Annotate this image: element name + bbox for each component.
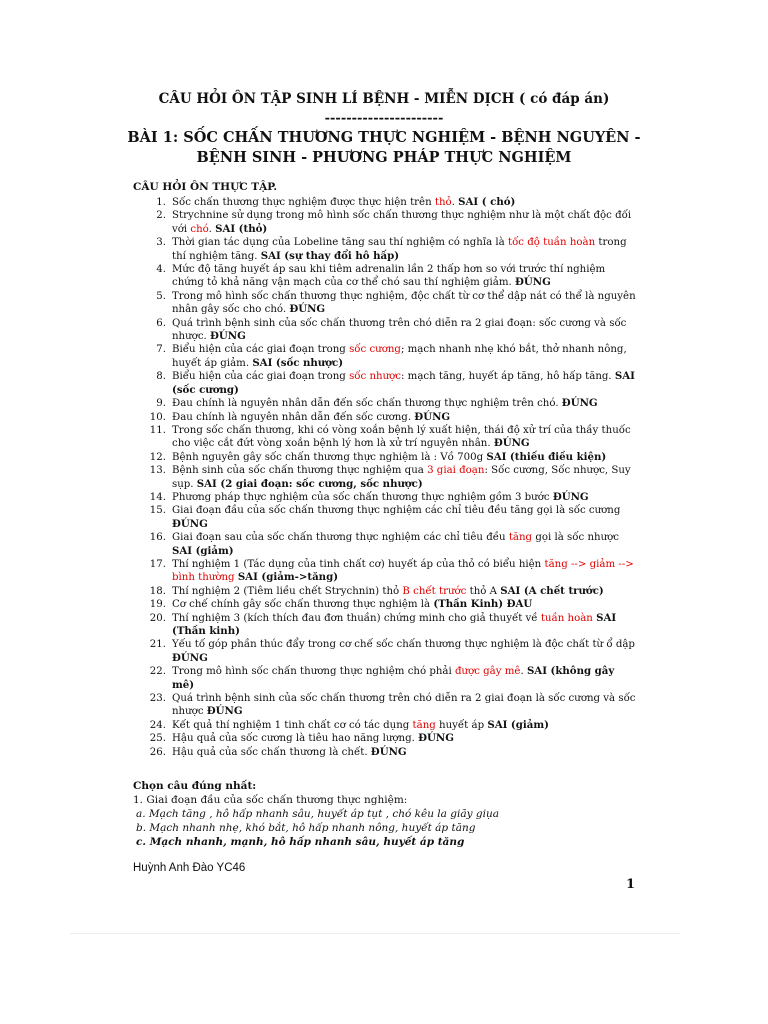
- question-item: [148, 665, 636, 692]
- question-number: 10.: [149, 411, 166, 423]
- answer-verdict: SAI (giảm->tăng): [237, 571, 339, 584]
- question-text: .: [520, 666, 527, 678]
- question-text: Sốc chấn thương thực nghiệm được thực hiện trên: [172, 197, 435, 208]
- answer-verdict: ĐÚNG: [418, 732, 454, 745]
- highlighted-term: chó: [190, 223, 209, 235]
- question-text: Kết quả thí nghiệm 1 tinh chất cơ có tác dụng: [172, 719, 413, 731]
- highlighted-term: thỏ: [434, 197, 452, 208]
- choose-question: 1. Giai đoạn đầu của sốc chấn thương thực nghiệm:: [133, 794, 408, 806]
- question-number: 4.: [156, 264, 166, 276]
- answer-verdict: ĐÚNG: [552, 490, 589, 503]
- question-number: 14.: [149, 491, 166, 503]
- question-number: 23.: [149, 693, 166, 705]
- highlighted-term: tăng: [508, 532, 533, 544]
- multiple-choice-block: [133, 779, 653, 849]
- question-number: 17.: [149, 558, 166, 570]
- question-number: 18.: [149, 585, 166, 597]
- question-item: [148, 370, 636, 397]
- question-item: [148, 491, 636, 504]
- question-number: 1.: [156, 197, 166, 208]
- question-text: Thí nghiệm 2 (Tiêm liều chết Strychnin) thỏ: [172, 585, 403, 597]
- question-number: 19.: [149, 599, 166, 611]
- question-number: 7.: [156, 344, 166, 356]
- answer-verdict: ĐÚNG: [414, 410, 451, 423]
- question-item: [148, 196, 636, 209]
- question-number: 6.: [156, 317, 166, 329]
- question-text: : Sốc cương, Sốc nhược, Suy sụp.: [172, 465, 631, 490]
- answer-verdict: ĐÚNG: [172, 517, 208, 530]
- question-text: Phương pháp thực nghiệm của sốc chấn thương thực nghiệm gồm 3 bước: [172, 491, 553, 503]
- question-text: : mạch tăng, huyết áp tăng, hô hấp tăng.: [401, 371, 615, 383]
- question-text: thỏ A: [466, 585, 501, 597]
- question-list: [148, 196, 636, 759]
- answer-verdict: SAI (Thần kinh): [172, 611, 617, 637]
- question-item: [148, 746, 636, 759]
- answer-verdict: SAI (không gây mê): [172, 665, 615, 691]
- answer-verdict: ĐÚNG: [493, 437, 530, 450]
- question-number: 2.: [156, 210, 166, 222]
- question-text: Yếu tố góp phần thúc đẩy trong cơ chế sốc chấn thương thực nghiệm là độc chất từ ổ dập: [172, 639, 635, 651]
- question-text: Hậu quả của sốc chấn thương là chết.: [172, 746, 371, 758]
- question-text: Bệnh sinh của sốc chấn thương thực nghiệm qua: [172, 465, 428, 477]
- highlighted-term: tốc độ tuần hoàn: [507, 237, 596, 249]
- question-item: [148, 424, 636, 451]
- question-number: 12.: [149, 451, 166, 463]
- lesson-title: BÀI 1: SỐC CHẤN THƯƠNG THỰC NGHIỆM - BỆNH NGUYÊN - BỆNH SINH - PHƯƠNG PHÁP THỰC NGHIỆM: [127, 129, 641, 166]
- choice-option-c-answer: c. Mạch nhanh, mạnh, hô hấp nhanh sâu, huyết áp tăng: [136, 836, 465, 848]
- answer-verdict: SAI (sự thay đổi hô hấp): [260, 249, 400, 262]
- answer-verdict: ĐÚNG: [172, 651, 208, 664]
- question-text: Biểu hiện của các giai đoạn trong: [172, 371, 350, 383]
- question-item: [148, 598, 636, 611]
- highlighted-term: sốc nhược: [349, 371, 401, 383]
- question-text: Thời gian tác dụng của Lobeline tăng sau thí nghiệm có nghĩa là: [172, 237, 508, 249]
- question-item: [148, 236, 636, 263]
- question-item: [148, 317, 636, 344]
- document-title: CÂU HỎI ÔN TẬP SINH LÍ BỆNH - MIỄN DỊCH ( có đáp án): [158, 91, 610, 107]
- highlighted-term: 3 giai đoạn: [427, 465, 485, 477]
- question-item: [148, 263, 636, 290]
- answer-verdict: SAI ( chó): [458, 196, 516, 208]
- page-number: 1: [626, 877, 636, 892]
- question-number: 9.: [156, 398, 166, 410]
- question-text: Trong mô hình sốc chấn thương thực nghiệm chó phải: [172, 666, 455, 678]
- question-text: Giai đoạn sau của sốc chấn thương thực nghiệm các chỉ tiêu đều: [172, 532, 509, 544]
- question-number: 26.: [149, 746, 166, 758]
- answer-verdict: SAI (A chết trước): [500, 584, 604, 597]
- answer-verdict: ĐÚNG: [206, 705, 243, 718]
- question-item: [148, 290, 636, 317]
- title-separator: ----------------------: [324, 111, 444, 126]
- highlighted-term: B chết trước: [402, 585, 467, 597]
- page-divider: [70, 933, 680, 934]
- question-item: [148, 612, 636, 639]
- question-number: 24.: [149, 719, 166, 731]
- answer-verdict: SAI (giảm): [487, 718, 549, 731]
- question-text: Bệnh nguyên gây sốc chấn thương thực nghiệm là : Vồ 700g: [172, 451, 487, 463]
- question-text: Quá trình bệnh sinh của sốc chấn thương trên chó diễn ra 2 giai đoạn là sốc cương và sốc nhược: [172, 693, 636, 718]
- question-item: [148, 451, 636, 464]
- question-number: 3.: [156, 237, 166, 249]
- answer-verdict: ĐÚNG: [515, 276, 551, 289]
- question-item: [148, 719, 636, 732]
- question-item: [148, 692, 636, 719]
- question-number: 13.: [149, 465, 166, 477]
- question-text: trong thí nghiệm tăng.: [172, 237, 627, 262]
- question-number: 25.: [149, 733, 166, 745]
- question-text: Strychnine sử dụng trong mô hình sốc chấn thương thực nghiệm như là một chất độc đối với: [172, 210, 632, 235]
- question-number: 15.: [149, 505, 166, 517]
- question-item: [148, 531, 636, 558]
- question-item: [148, 638, 636, 665]
- question-item: [148, 209, 636, 236]
- highlighted-term: được gây mê: [455, 666, 521, 678]
- question-text: Biểu hiện của các giai đoạn trong: [172, 344, 350, 356]
- answer-verdict: SAI (sốc nhược): [252, 356, 344, 369]
- question-number: 16.: [149, 532, 166, 544]
- answer-verdict: ĐÚNG: [289, 303, 326, 316]
- question-item: [148, 585, 636, 598]
- answer-verdict: SAI (thiếu điều kiện): [486, 450, 607, 463]
- question-item: [148, 397, 636, 410]
- question-number: 11.: [149, 424, 166, 436]
- question-text: Cơ chế chính gây sốc chấn thương thực nghiệm là: [172, 599, 434, 611]
- answer-verdict: SAI (sốc cương): [172, 370, 635, 396]
- question-text: Thí nghiệm 3 (kích thích đau đơn thuần) chứng minh cho giả thuyết về: [172, 612, 541, 624]
- question-item: [148, 504, 636, 531]
- question-number: 20.: [149, 612, 166, 624]
- question-text: Đau chính là nguyên nhân dẫn đến sốc chấn thương thực nghiệm trên chó.: [172, 398, 562, 410]
- answer-verdict: ĐÚNG: [210, 330, 246, 343]
- question-text: Đau chính là nguyên nhân dẫn đến sốc cương.: [172, 411, 415, 423]
- answer-verdict: SAI (giảm): [172, 544, 234, 557]
- answer-verdict: ĐÚNG: [370, 745, 407, 758]
- question-text: Mức độ tăng huyết áp sau khi tiêm adrenalin lần 2 thấp hơn so với trước thí nghiệm chứng tỏ khả năng vận mạch của cơ thể chó sau thí nghiệm giảm.: [172, 264, 606, 289]
- question-text: .: [451, 197, 459, 208]
- highlighted-term: tuần hoàn: [540, 612, 593, 624]
- question-text: Trong sốc chấn thương, khi có vòng xoắn bệnh lý xuất hiện, thái độ xử trí của thầy thuốc cho việc cắt đứt vòng xoắn bệnh lý hơn là xử trí nguyên nhân.: [172, 424, 631, 450]
- question-item: [148, 558, 636, 585]
- question-text: Quá trình bệnh sinh của sốc chấn thương trên chó diễn ra 2 giai đoạn: sốc cương và sốc nhược.: [172, 317, 627, 343]
- highlighted-term: tăng: [412, 719, 436, 731]
- question-number: 22.: [149, 666, 166, 678]
- author-name: Huỳnh Anh Đào YC46: [133, 862, 246, 874]
- highlighted-term: sốc cương: [349, 344, 401, 356]
- choice-option-b: b. Mạch nhanh nhẹ, khó bắt, hô hấp nhanh nông, huyết áp tăng: [136, 822, 476, 834]
- question-text: Thí nghiệm 1 (Tác dụng của tinh chất cơ) huyết áp của thỏ có biểu hiện: [172, 558, 545, 570]
- question-item: [148, 732, 636, 745]
- question-text: huyết áp: [435, 719, 488, 731]
- question-item: [148, 411, 636, 424]
- question-text: Giai đoạn đầu của sốc chấn thương thực nghiệm các chỉ tiêu đều tăng gọi là sốc cương: [172, 505, 621, 517]
- question-text: Trong mô hình sốc chấn thương thực nghiệm, độc chất từ cơ thể dập nát có thể là nguyên nhân gây sốc cho chó.: [172, 290, 636, 316]
- answer-verdict: (Thần Kinh) ĐAU: [433, 598, 533, 611]
- answer-verdict: SAI (2 giai đoạn: sốc cương, sốc nhược): [196, 477, 423, 490]
- question-number: 8.: [156, 371, 166, 383]
- section-heading: CÂU HỎI ÔN THỰC TẬP.: [133, 181, 278, 193]
- answer-verdict: ĐÚNG: [561, 397, 598, 410]
- question-text: .: [208, 223, 216, 235]
- question-item: [148, 464, 636, 491]
- question-text: gọi là sốc nhược: [532, 532, 619, 544]
- question-number: 5.: [156, 290, 166, 302]
- question-item: [148, 343, 636, 370]
- question-text: Hậu quả của sốc cương là tiêu hao năng lượng.: [172, 733, 419, 745]
- question-number: 21.: [149, 639, 166, 651]
- choose-heading: Chọn câu đúng nhất:: [133, 780, 257, 792]
- choice-option-a: a. Mạch tăng , hô hấp nhanh sâu, huyết áp tụt , chó kêu la giãy giụa: [136, 808, 499, 820]
- question-text: ; mạch nhanh nhẹ khó bắt, thở nhanh nông, huyết áp giảm.: [172, 344, 627, 369]
- highlighted-term: tăng --> giảm --> bình thường: [172, 558, 634, 584]
- answer-verdict: SAI (thỏ): [215, 222, 268, 235]
